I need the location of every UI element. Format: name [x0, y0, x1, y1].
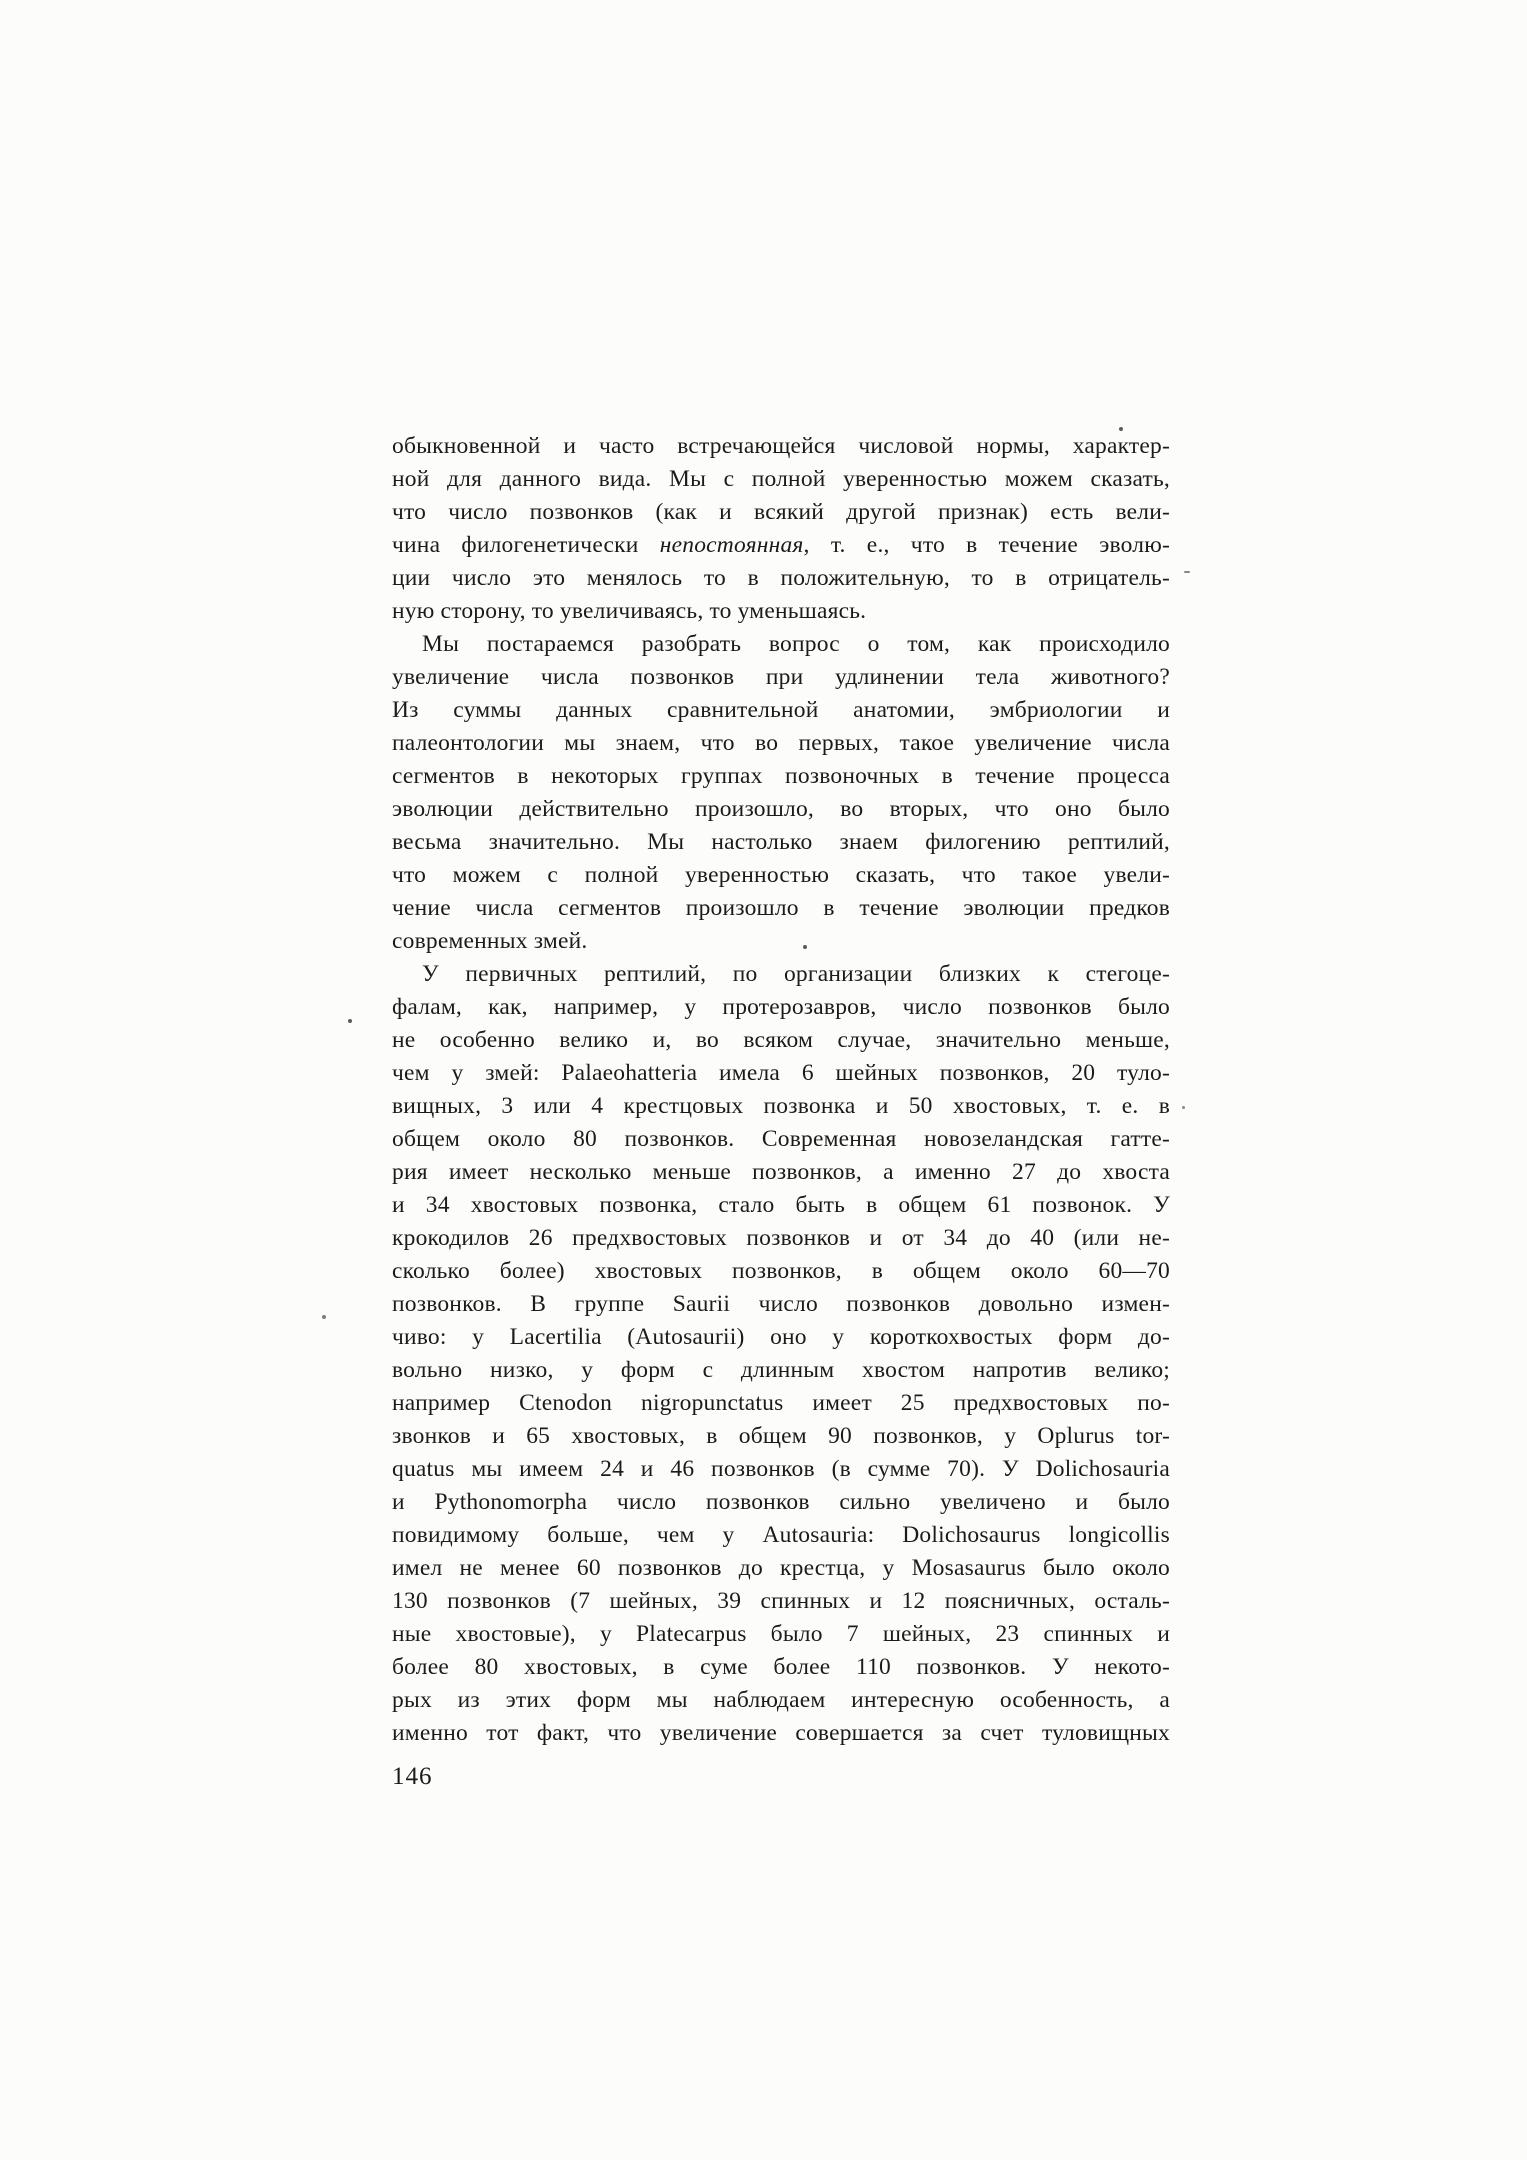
text-line — [392, 1717, 1170, 1750]
text-run: эволюции действительно произошло, во вторых, что оно было — [392, 796, 1170, 822]
text-line — [392, 1618, 1170, 1651]
text-run: и Pythonomorpha число позвонков сильно увеличено и было — [392, 1489, 1170, 1515]
text-line — [392, 1024, 1170, 1057]
scan-speck — [348, 1019, 352, 1023]
text-run: Из суммы данных сравнительной анатомии, эмбриологии и — [392, 697, 1170, 723]
text-line — [392, 1585, 1170, 1618]
text-run: чина филогенетически — [392, 532, 660, 558]
text-run: крокодилов 26 предхвостовых позвонков и от 34 до 40 (или не- — [392, 1225, 1170, 1251]
text-line — [392, 496, 1170, 529]
text-run: , т. е., что в течение эволю- — [803, 532, 1170, 558]
text-run: увеличение числа позвонков при удлинении тела животного? — [392, 664, 1170, 690]
text-line — [392, 1189, 1170, 1222]
text-line — [392, 727, 1170, 760]
text-run: чение числа сегментов произошло в течение эволюции предков — [392, 895, 1170, 921]
text-line — [392, 628, 1170, 661]
text-run: вищных, 3 или 4 крестцовых позвонка и 50 хвостовых, т. е. в — [392, 1093, 1170, 1119]
text-line — [392, 1123, 1170, 1156]
text-line — [392, 826, 1170, 859]
text-run: позвонков. В группе Saurii число позвонков довольно измен- — [392, 1291, 1170, 1317]
text-line — [392, 892, 1170, 925]
text-run: quatus мы имеем 24 и 46 позвонков (в сумме 70). У Dolichosauria — [392, 1456, 1170, 1482]
text-run: чем у змей: Palaeohatteria имела 6 шейных позвонков, 20 туло- — [392, 1060, 1170, 1086]
text-run: рых из этих форм мы наблюдаем интересную особенность, а — [392, 1687, 1170, 1713]
text-run: весьма значительно. Мы настолько знаем филогению рептилий, — [392, 829, 1170, 855]
text-run: не особенно велико и, во всяком случае, значительно меньше, — [392, 1027, 1170, 1053]
text-line — [392, 661, 1170, 694]
text-line — [392, 793, 1170, 826]
text-line — [392, 1453, 1170, 1486]
text-line — [392, 430, 1170, 463]
text-line — [392, 991, 1170, 1024]
text-run: ции число это менялось то в положительную, то в отрицатель- — [392, 565, 1170, 591]
text-line — [392, 1354, 1170, 1387]
text-line — [392, 958, 1170, 991]
italic-text-run: непостоянная — [659, 532, 804, 558]
text-line — [392, 1156, 1170, 1189]
text-line — [392, 1552, 1170, 1585]
text-run: звонков и 65 хвостовых, в общем 90 позвонков, у Oplurus tor- — [392, 1423, 1170, 1449]
scan-speck — [1119, 427, 1123, 431]
text-run: именно тот факт, что увеличение совершается за счет туловищных — [392, 1720, 1170, 1746]
text-line — [392, 1420, 1170, 1453]
text-run: обыкновенной и часто встречающейся числовой нормы, характер- — [392, 433, 1170, 459]
text-run: фалам, как, например, у протерозавров, число позвонков было — [392, 994, 1170, 1020]
text-line — [392, 859, 1170, 892]
text-run: ную сторону, то увеличиваясь, то уменьшаясь. — [392, 598, 867, 624]
text-run: повидимому больше, чем у Autosauria: Dolichosaurus longicollis — [392, 1522, 1170, 1548]
text-run: палеонтологии мы знаем, что во первых, такое увеличение числа — [392, 730, 1170, 756]
text-run: ной для данного вида. Мы с полной уверенностью можем сказать, — [392, 466, 1170, 492]
scan-speck — [1184, 571, 1190, 573]
text-run: более 80 хвостовых, в суме более 110 позвонков. У некото- — [392, 1654, 1170, 1680]
page-number: 146 — [392, 1763, 433, 1790]
text-line — [392, 1387, 1170, 1420]
text-run: Мы постараемся разобрать вопрос о том, как происходило — [422, 631, 1170, 657]
text-line — [392, 1321, 1170, 1354]
text-run: общем около 80 позвонков. Современная новозеландская гатте- — [392, 1126, 1170, 1152]
text-run: например Ctenodon nigropunctatus имеет 25 предхвостовых по- — [392, 1390, 1170, 1416]
text-run: 130 позвонков (7 шейных, 39 спинных и 12 поясничных, осталь- — [392, 1588, 1170, 1614]
text-run: рия имеет несколько меньше позвонков, а именно 27 до хвоста — [392, 1159, 1170, 1185]
text-line — [392, 1222, 1170, 1255]
text-run: У первичных рептилий, по организации близких к стегоце- — [422, 961, 1170, 987]
scan-speck — [803, 945, 807, 949]
text-line — [392, 1684, 1170, 1717]
text-line — [392, 529, 1170, 562]
text-line — [392, 1519, 1170, 1552]
text-run: что число позвонков (как и всякий другой признак) есть вели- — [392, 499, 1170, 525]
text-run: чиво: у Lacertilia (Autosaurii) оно у короткохвостых форм до- — [392, 1324, 1170, 1350]
text-line — [392, 1486, 1170, 1519]
text-line — [392, 1288, 1170, 1321]
text-line — [392, 463, 1170, 496]
text-run: и 34 хвостовых позвонка, стало быть в общем 61 позвонок. У — [392, 1192, 1170, 1218]
text-line — [392, 1090, 1170, 1123]
text-line — [392, 595, 1170, 628]
text-line — [392, 1255, 1170, 1288]
text-line — [392, 694, 1170, 727]
text-run: вольно низко, у форм с длинным хвостом напротив велико; — [392, 1357, 1170, 1383]
text-line — [392, 760, 1170, 793]
text-run: сколько более) хвостовых позвонков, в общем около 60—70 — [392, 1258, 1170, 1284]
scan-speck — [322, 1315, 326, 1319]
text-line — [392, 1057, 1170, 1090]
scan-speck — [1182, 1106, 1185, 1109]
text-run: что можем с полной уверенностью сказать, что такое увели- — [392, 862, 1170, 888]
text-run: ные хвостовые), у Platecarpus было 7 шейных, 23 спинных и — [392, 1621, 1170, 1647]
text-line — [392, 925, 1170, 958]
text-run: сегментов в некоторых группах позвоночных в течение процесса — [392, 763, 1170, 789]
text-block — [392, 430, 1170, 1750]
text-line — [392, 562, 1170, 595]
text-run: современных змей. — [392, 928, 588, 954]
text-line — [392, 1651, 1170, 1684]
text-run: имел не менее 60 позвонков до крестца, у Mosasaurus было около — [392, 1555, 1170, 1581]
